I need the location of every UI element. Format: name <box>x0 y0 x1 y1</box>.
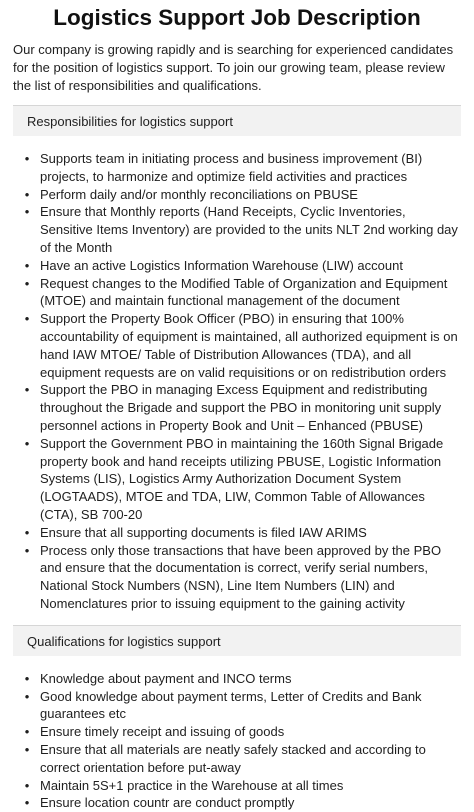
list-item-text: Have an active Logistics Information Warehouse (LIW) account <box>40 257 403 273</box>
bullet-icon: • <box>24 670 30 686</box>
bullet-icon: • <box>24 204 30 220</box>
list-item-text: Ensure timely receipt and issuing of goods <box>40 724 285 740</box>
bullet-icon: • <box>24 724 30 740</box>
list-item-text: Ensure that Monthly reports (Hand Receipts, Cyclic Inventories, Sensitive Items Inventory) are provided to the units NLT 2nd working day of the Month <box>40 204 458 255</box>
list-item-text: Ensure that all materials are neatly safely stacked and according to correct orientation before put-away <box>40 741 426 775</box>
responsibilities-list <box>13 150 461 613</box>
bullet-icon: • <box>24 311 30 327</box>
qualifications-list <box>13 670 461 812</box>
list-item <box>13 150 461 186</box>
list-item <box>13 275 461 311</box>
list-item <box>13 524 461 542</box>
list-item <box>13 186 461 204</box>
list-item <box>13 670 461 688</box>
list-item <box>13 741 461 777</box>
list-item-text: Process only those transactions that have been approved by the PBO and ensure that the documentation is correct, verify serial numbers, National Stock Numbers (NSN), Line Item Numbers (LIN) and Nomenclatures prior to issuing equipment to the gaining activity <box>40 542 442 611</box>
bullet-icon: • <box>24 542 30 558</box>
list-item-text: Support the PBO in managing Excess Equipment and redistributing throughout the Brigade and support the PBO in monitoring unit supply personnel actions in Property Book and Unit – Enhanced (PBUSE) <box>40 382 442 433</box>
list-item-text: Support the Property Book Officer (PBO) in ensuring that 100% accountability of equipment is maintained, all authorized equipment is on hand IAW MTOE/ Table of Distribution Allowances (TDA), and all equipment requests are on valid requisitions or on redistribution orders <box>40 311 458 380</box>
list-item-text: Support the Government PBO in maintaining the 160th Signal Brigade property book and hand receipts utilizing PBUSE, Logistic Information Systems (LIS), Logistics Army Authorization Document System (LOGTAADS), MTOE and TDA, LIW, Common Table of Allowances (CTA), SB 700-20 <box>40 435 444 522</box>
intro-paragraph: Our company is growing rapidly and is searching for experienced candidates for the position of logistics support. To join our growing team, please review the list of responsibilities and qualifications. <box>13 42 454 93</box>
bullet-icon: • <box>24 435 30 451</box>
list-item <box>13 310 461 381</box>
list-item-text: Ensure that all supporting documents is filed IAW ARIMS <box>40 524 367 540</box>
page-title: Logistics Support Job Description <box>53 5 421 30</box>
list-item-text: Supports team in initiating process and business improvement (BI) projects, to harmonize and optimize field activities and practices <box>40 151 423 184</box>
list-item <box>13 777 461 795</box>
responsibilities-heading: Responsibilities for logistics support <box>13 105 461 136</box>
list-item <box>13 435 461 524</box>
list-item-text: Request changes to the Modified Table of Organization and Equipment (MTOE) and maintain functional management of the document <box>40 275 448 309</box>
bullet-icon: • <box>24 275 30 291</box>
list-item-text: Good knowledge about payment terms, Letter of Credits and Bank guarantees etc <box>40 688 422 722</box>
list-item-text: Ensure location countr are conduct promptly <box>40 795 295 811</box>
bullet-icon: • <box>24 741 30 757</box>
bullet-icon: • <box>24 257 30 273</box>
list-item-text: Knowledge about payment and INCO terms <box>40 670 292 686</box>
list-item <box>13 203 461 256</box>
list-item <box>13 381 461 434</box>
bullet-icon: • <box>24 688 30 704</box>
list-item <box>13 257 461 275</box>
list-item <box>13 794 461 812</box>
bullet-icon: • <box>24 524 30 540</box>
qualifications-heading: Qualifications for logistics support <box>13 625 461 656</box>
list-item <box>13 542 461 613</box>
list-item-text: Maintain 5S+1 practice in the Warehouse at all times <box>40 777 344 793</box>
bullet-icon: • <box>24 382 30 398</box>
bullet-icon: • <box>24 151 30 166</box>
bullet-icon: • <box>24 186 30 202</box>
bullet-icon: • <box>24 777 30 793</box>
bullet-icon: • <box>24 795 30 811</box>
list-item-text: Perform daily and/or monthly reconciliations on PBUSE <box>40 186 358 202</box>
list-item <box>13 688 461 724</box>
list-item <box>13 723 461 741</box>
